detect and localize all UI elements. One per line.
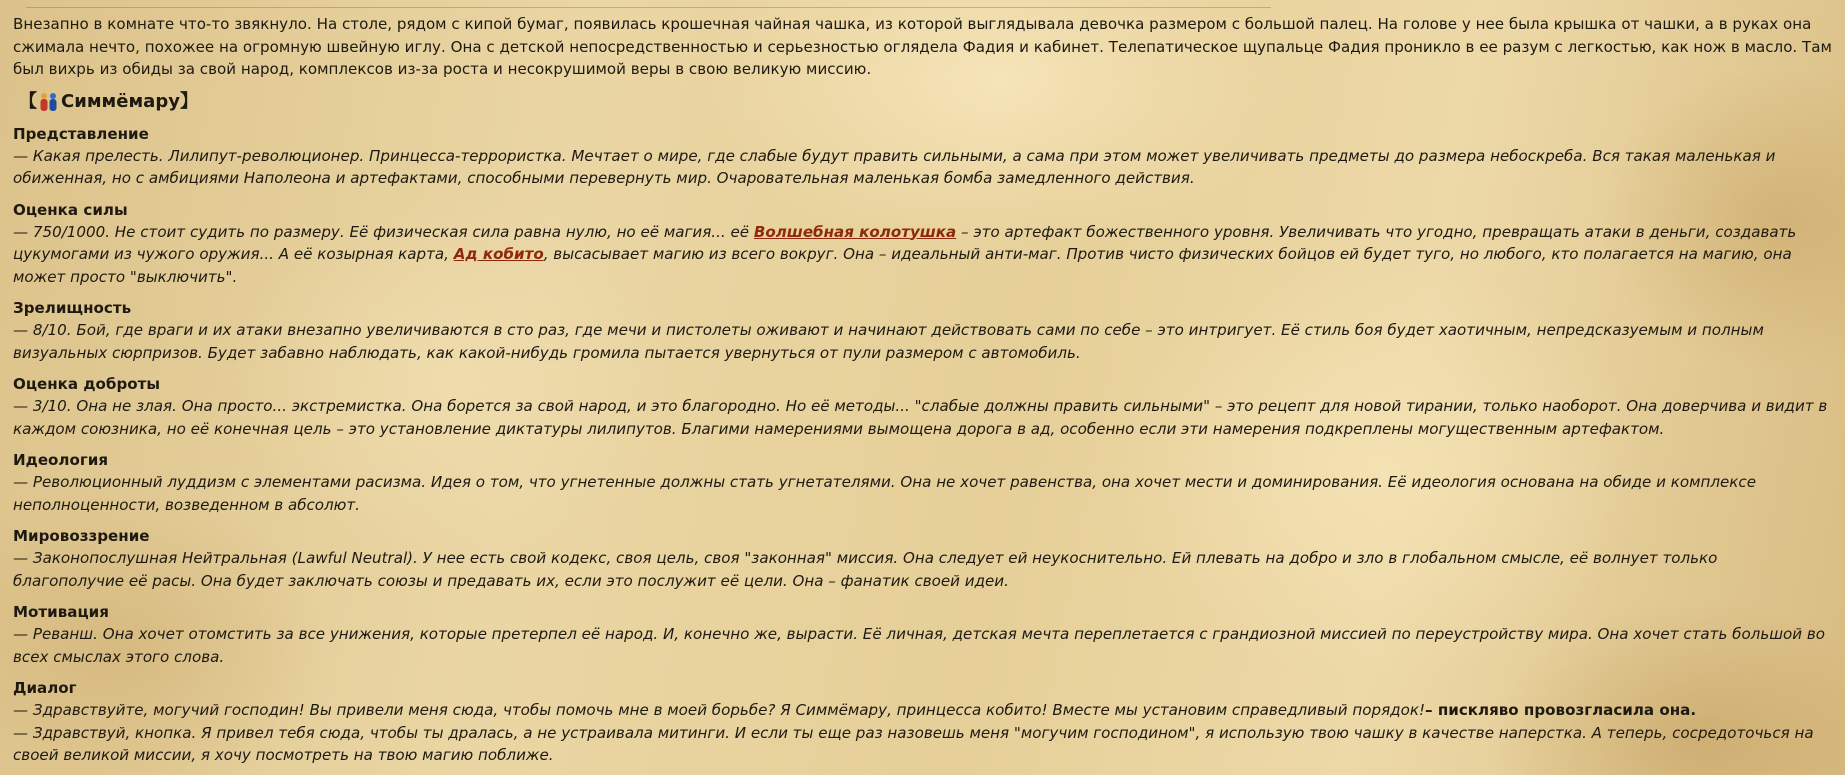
magic-mallet-link[interactable]: Волшебная колотушка (753, 222, 957, 241)
text-fragment: , высасывает магию из всего вокруг. Она – идеальный анти-маг. Против чисто физических бойцов ей будет туго, но любого, кто полагается на магию, она может просто "выключить". (13, 245, 1792, 286)
section-text: — 3/10. Она не злая. Она просто... экстремистка. Она борется за свой народ, и это благородно. Но её методы... "слабые должны править сильными" – это рецепт для новой тирании, только наоборот. Она доверчива и видит в каждом союзника, но её конечная цель – это установление диктатуры лилипутов. Благими намерениями вымощена дорога в ад, особенно если эти намерения подкреплены могущественным артефактом. (13, 397, 1828, 438)
section-text: — Революционный луддизм с элементами расизма. Идея о том, что угнетенные должны стать угнетателями. Она не хочет равенства, она хочет мести и доминирования. Её идеология основана на обиде и комплексе неполноценности, возведенном в абсолют. (13, 473, 1756, 514)
dialog-speech: — Здравствуйте, могучий господин! Вы привели меня сюда, чтобы помочь мне в моей борьбе? Я Симмёмару, принцесса кобито! Вместе мы установим справедливый порядок! (13, 701, 1426, 719)
section-alignment (13, 525, 1832, 592)
section-spectacle (13, 297, 1832, 364)
section-motivation (13, 601, 1832, 668)
section-title: Диалог (13, 679, 77, 697)
text-fragment: – это артефакт божественного уровня. Увеличивать что угодно, превращать атаки в деньги, создавать цукумогами из чужого оружия... А её козырная карта, (13, 222, 1797, 263)
section-introduction (13, 123, 1832, 190)
section-title: Оценка силы (13, 200, 128, 219)
section-text: — Законопослушная Нейтральная (Lawful Neutral). У нее есть свой кодекс, своя цель, своя "законная" миссия. Она следует ей неукоснительно. Ей плевать на добро и зло в глобальном смысле, её волнует только благополучие её расы. Она будет заключать союзы и предавать их, если это послужит её цели. Она – фанатик своей идеи. (13, 549, 1718, 590)
heading-bracket-close: 】 (179, 90, 198, 112)
ad-kobito-link[interactable]: Ад кобито (453, 245, 544, 263)
section-ideology (13, 449, 1832, 516)
section-text: — Реванш. Она хочет отомстить за все унижения, которые претерпел её народ. И, конечно же, вырасти. Её личная, детская мечта переплетается с грандиозной миссией по переустройству мира. Она хочет стать большой во всех смыслах этого слова. (13, 625, 1826, 666)
dialog-line: — Здравствуй, кнопка. Я привел тебя сюда, чтобы ты дралась, а не устраивала митинги. И если ты еще раз назовешь меня "могучим господином", я использую твою чашку в качестве наперстка. А теперь, сосредоточься на своей великой миссии, я хочу посмотреть на твою магию поближе. (13, 723, 1814, 764)
divider (26, 7, 1271, 8)
section-title: Зрелищность (13, 299, 132, 317)
section-text (13, 221, 1832, 289)
chat-message-content (0, 7, 1845, 775)
dialog-line (13, 699, 1832, 722)
section-title: Мотивация (13, 603, 109, 621)
section-dialog (13, 677, 1832, 767)
section-text: — Какая прелесть. Лилипут-революционер. Принцесса-террористка. Мечтает о мире, где слабые будут править сильными, а сама при этом может увеличивать предметы до размера небоскреба. Вся такая маленькая и обиженная, но с амбициями Наполеона и артефактами, способными перевернуть мир. Очаровательная маленькая бомба замедленного действия. (13, 146, 1776, 187)
character-name: Симмёмару (61, 90, 180, 112)
dialog-narration: – пискляво провозгласила она. (1425, 701, 1697, 719)
section-kindness (13, 373, 1832, 440)
intro-paragraph: Внезапно в комнате что-то звякнуло. На столе, рядом с кипой бумаг, появилась крошечная чайная чашка, из которой выглядывала девочка размером с большой палец. На голове у нее была крышка от чашки, а в руках она сжимала нечто, похожее на огромную швейную иглу. Она с детской непосредственностью и серьезностью оглядела Фадия и кабинет. Телепатическое щупальце Фадия проникло в ее разум с легкостью, как нож в масло. Там был вихрь из обиды за свой народ, комплексов из-за роста и несокрушимой веры в свою великую миссию. (13, 15, 1832, 78)
section-title: Мировоззрение (13, 527, 150, 545)
two-figures-icon (38, 92, 60, 112)
section-title: Оценка доброты (13, 375, 161, 393)
section-title: Представление (13, 124, 149, 143)
section-text: — 8/10. Бой, где враги и их атаки внезапно увеличиваются в сто раз, где мечи и пистолеты оживают и начинают действовать сами по себе – это интригует. Её стиль боя будет хаотичным, непредсказуемым и полным визуальных сюрпризов. Будет забавно наблюдать, как какой-нибудь громила пытается увернуться от пули размером с автомобиль. (13, 321, 1764, 362)
text-fragment: — 750/1000. Не стоит судить по размеру. Её физическая сила равна нулю, но её магия... её (13, 222, 754, 241)
heading-bracket-open: 【 (19, 90, 37, 112)
section-power (13, 199, 1832, 289)
section-title: Идеология (13, 451, 109, 469)
dialog-text (13, 699, 1832, 767)
summary-heading (19, 90, 1832, 114)
